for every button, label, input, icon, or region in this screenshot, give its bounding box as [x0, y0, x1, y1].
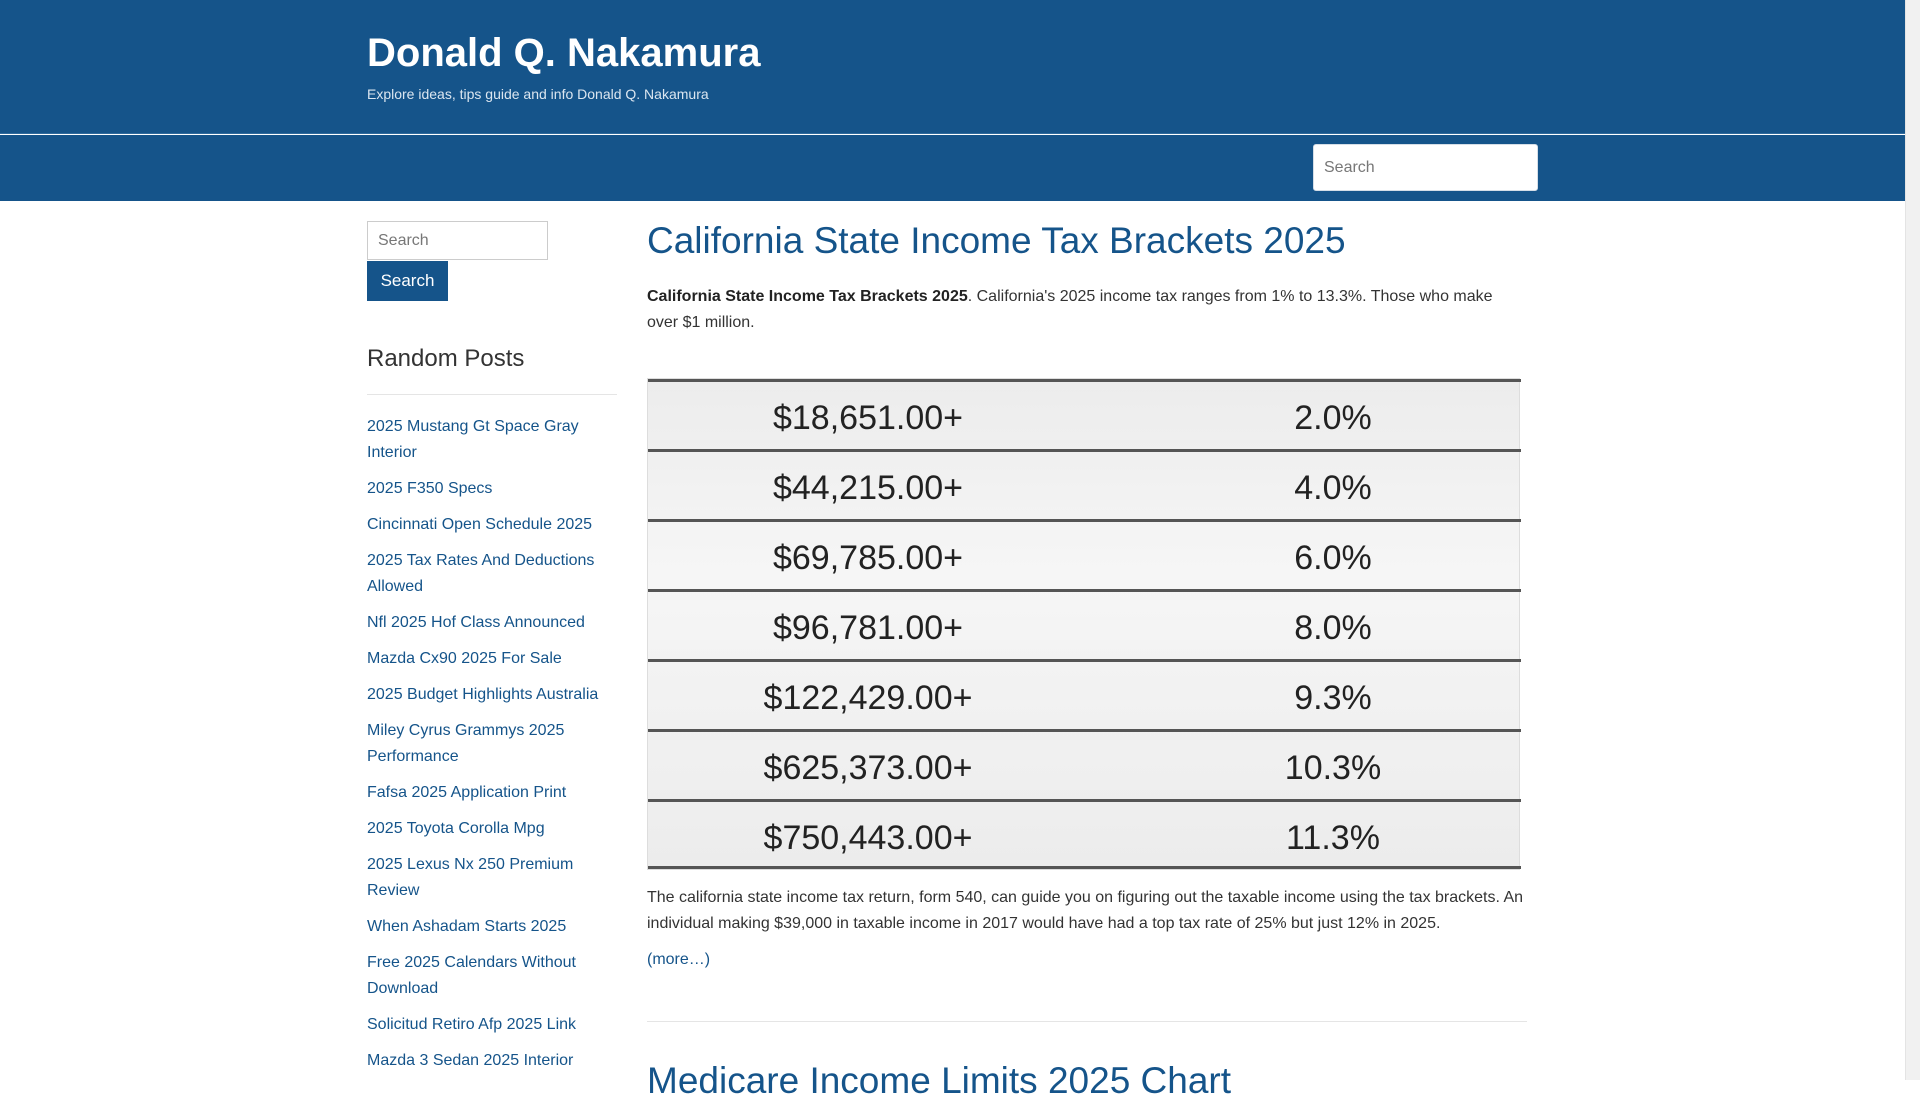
list-item — [367, 548, 617, 600]
list-item — [367, 852, 617, 904]
bracket-amount: $44,215.00+ — [772, 469, 964, 507]
random-post-link[interactable]: Miley Cyrus Grammys 2025 Performance — [367, 722, 565, 765]
bracket-amount: $750,443.00+ — [763, 819, 973, 857]
bracket-rate: 8.0% — [1294, 609, 1372, 647]
sidebar-search-input[interactable] — [367, 221, 548, 260]
site-header — [0, 0, 1905, 134]
random-post-link[interactable]: 2025 Lexus Nx 250 Premium Review — [367, 856, 574, 899]
main-content — [647, 216, 1527, 1106]
bracket-amount: $625,373.00+ — [763, 749, 973, 787]
post-body: The california state income tax return, form 540, can guide you on figuring out the taxable income using the tax brackets. An individual making $39,000 in taxable income in 2017 would have had a top tax rate of 25% but just 12% in 2025. — [647, 889, 1524, 932]
table-row — [648, 799, 1521, 869]
read-more-link[interactable]: (more…) — [647, 951, 711, 968]
table-row — [648, 379, 1521, 449]
bracket-amount: $122,429.00+ — [763, 679, 973, 717]
table-row — [648, 589, 1521, 659]
random-posts-title: Random Posts — [367, 344, 617, 395]
sidebar-search-button[interactable]: Search — [367, 261, 448, 301]
list-item — [367, 780, 617, 806]
tax-brackets-image — [647, 378, 1520, 870]
table-row — [648, 729, 1521, 799]
random-posts-list — [367, 414, 617, 1084]
table-row — [648, 519, 1521, 589]
bracket-rate: 2.0% — [1294, 399, 1372, 437]
list-item — [367, 476, 617, 502]
random-post-link[interactable]: Mazda 3 Sedan 2025 Interior — [367, 1052, 574, 1069]
list-item — [367, 1048, 617, 1074]
random-post-link[interactable]: When Ashadam Starts 2025 — [367, 918, 567, 935]
post-intro-text: . California's 2025 income tax ranges from 1% to 13.3%. Those who make over $1 million. — [647, 288, 1493, 331]
table-row — [648, 449, 1521, 519]
list-item — [367, 512, 617, 538]
bracket-rate: 9.3% — [1294, 679, 1372, 717]
post-title[interactable]: California State Income Tax Brackets 2025 — [647, 220, 1346, 261]
site-tagline: Explore ideas, tips guide and info Donald Q. Nakamura — [367, 86, 709, 102]
list-item — [367, 414, 617, 466]
bracket-amount: $69,785.00+ — [772, 539, 964, 577]
bracket-rate: 10.3% — [1284, 749, 1382, 787]
nav-search-input[interactable] — [1313, 144, 1538, 191]
post-divider — [647, 1021, 1527, 1022]
list-item — [367, 718, 617, 770]
list-item — [367, 950, 617, 1002]
post-intro — [647, 284, 1527, 336]
bracket-amount: $96,781.00+ — [772, 609, 964, 647]
random-post-link[interactable]: 2025 Toyota Corolla Mpg — [367, 820, 545, 837]
random-post-link[interactable]: Solicitud Retiro Afp 2025 Link — [367, 1016, 577, 1033]
random-post-link[interactable]: 2025 F350 Specs — [367, 480, 493, 497]
list-item — [367, 646, 617, 672]
random-post-link[interactable]: 2025 Budget Highlights Australia — [367, 686, 599, 703]
list-item — [367, 1012, 617, 1038]
table-row — [648, 659, 1521, 729]
list-item — [367, 682, 617, 708]
list-item — [367, 914, 617, 940]
random-post-link[interactable]: Mazda Cx90 2025 For Sale — [367, 650, 562, 667]
list-item — [367, 610, 617, 636]
list-item — [367, 816, 617, 842]
nav-bar — [0, 135, 1905, 201]
random-post-link[interactable]: Nfl 2025 Hof Class Announced — [367, 614, 585, 631]
random-post-link[interactable]: 2025 Tax Rates And Deductions Allowed — [367, 552, 595, 595]
random-post-link[interactable]: 2025 Mustang Gt Space Gray Interior — [367, 418, 579, 461]
page-scrollbar[interactable] — [1905, 0, 1920, 1080]
random-post-link[interactable]: Free 2025 Calendars Without Download — [367, 954, 576, 997]
site-title[interactable]: Donald Q. Nakamura — [367, 31, 761, 75]
random-post-link[interactable]: Cincinnati Open Schedule 2025 — [367, 516, 593, 533]
bracket-rate: 4.0% — [1294, 469, 1372, 507]
post-title[interactable]: Medicare Income Limits 2025 Chart — [647, 1060, 1232, 1101]
bracket-rate: 11.3% — [1286, 819, 1380, 857]
post-intro-bold: California State Income Tax Brackets 2025 — [647, 288, 968, 305]
bracket-amount: $18,651.00+ — [772, 399, 964, 437]
bracket-rate: 6.0% — [1294, 539, 1372, 577]
random-post-link[interactable]: Fafsa 2025 Application Print — [367, 784, 567, 801]
